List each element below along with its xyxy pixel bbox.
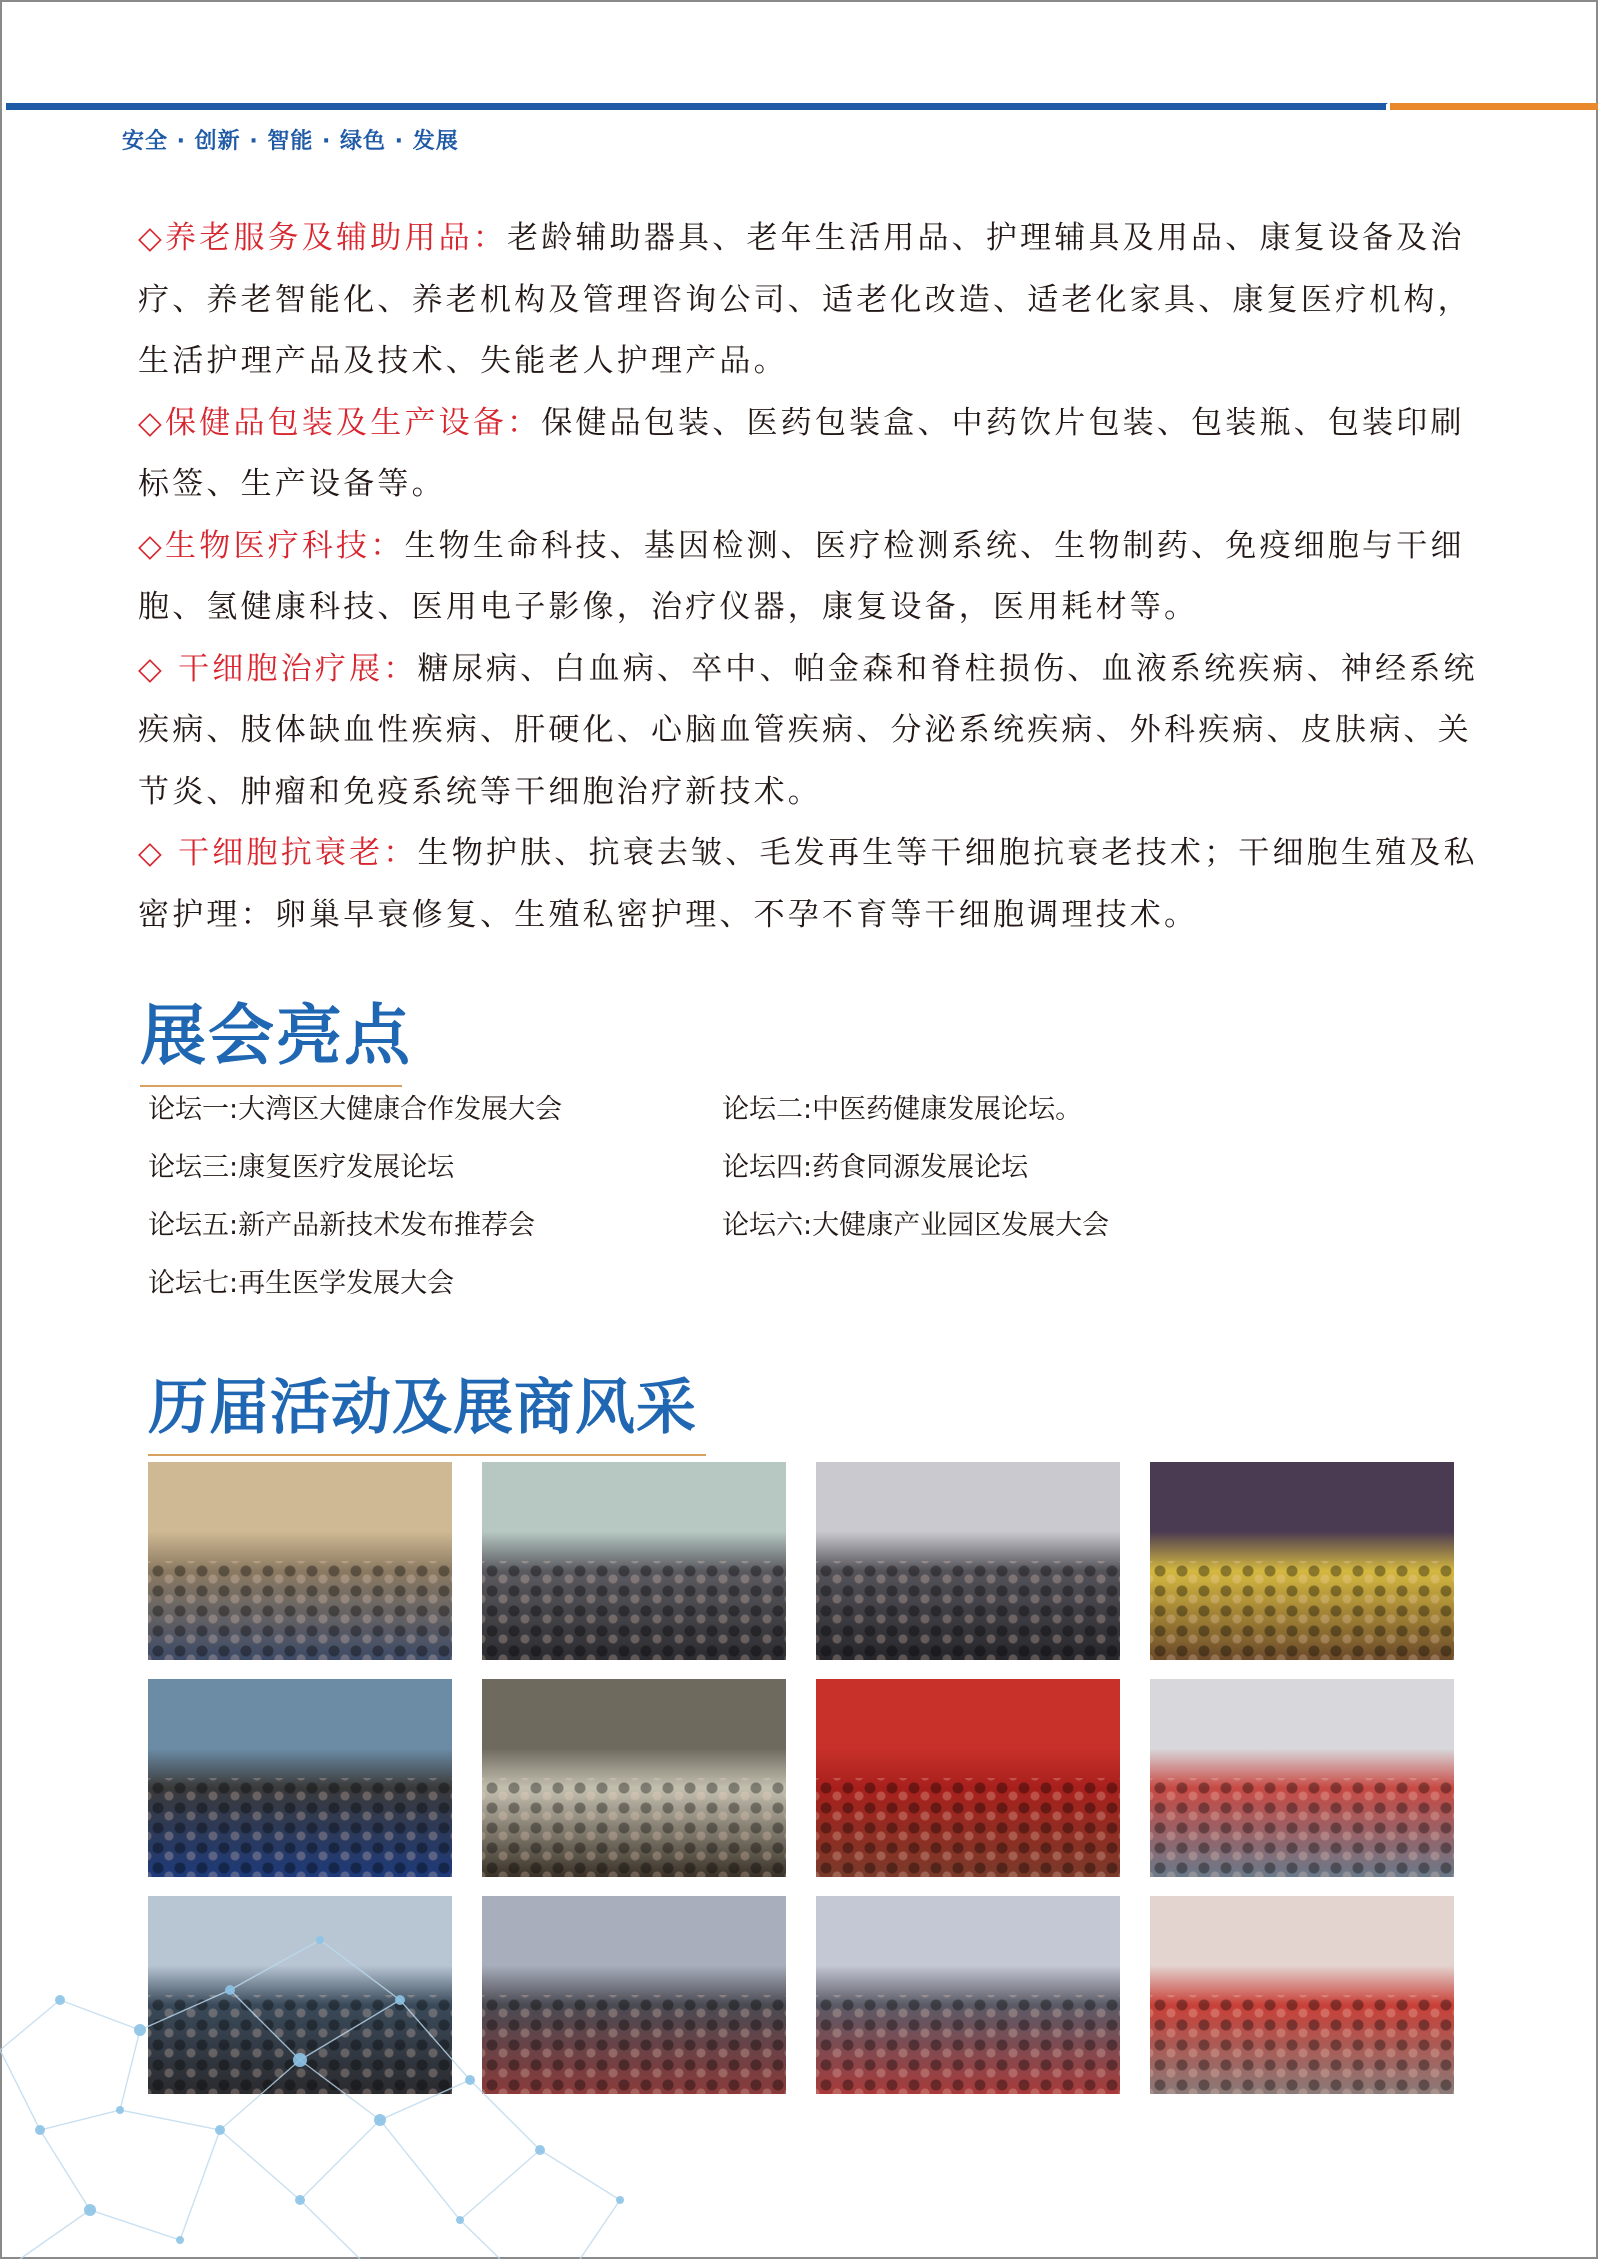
category-text: 生物护肤、抗衰去皱、毛发再生等干细胞抗衰老技术；干细胞生殖及私密护理：卵巢早衰修复、生殖私密护理、不孕不育等干细胞调理技术。 [138,835,1478,933]
service-booth-photo [1150,1896,1454,2094]
category-elderly-care [138,208,1478,393]
category-title: ◇ 干细胞抗衰老： [138,835,418,871]
conference-hall-photo [148,1462,452,1660]
visitors-aisle-photo [816,1896,1120,2094]
photo-texture [816,1995,1120,2094]
group-photo-stage [148,1679,452,1877]
forum-item: 论坛六:大健康产业园区发展大会 [722,1210,1110,1241]
forum-item: 论坛五:新产品新技术发布推荐会 [148,1210,536,1241]
header-bar-orange [1390,103,1598,110]
red-booth-photo [816,1679,1120,1877]
photo-texture [816,1778,1120,1877]
forum-list [148,1090,1348,1303]
gallery-title-text: 历届活动及展商风采 [148,1373,697,1443]
forum-item: 论坛七:再生医学发展大会 [148,1268,455,1299]
category-title: ◇保健品包装及生产设备： [138,404,542,441]
category-text: 保健品包装、医药包装盒、中药饮片包装、包装瓶、包装印刷标签、生产设备等。 [138,404,1465,502]
header-bar-blue [6,103,1386,110]
stage-event-photo [1150,1462,1454,1660]
category-title: ◇生物医疗科技： [138,527,405,564]
category-text: 糖尿病、白血病、卒中、帕金森和脊柱损伤、血液系统疾病、神经系统疾病、肢体缺血性疾病、肝硬化、心脑血管疾病、分泌系统疾病、外科疾病、皮肤病、关节炎、肿瘤和免疫系统等干细胞治疗新技术。 [138,650,1478,810]
round-booth-photo [1150,1679,1454,1877]
category-stem-cell-therapy [138,639,1478,824]
header-bar-notch [1378,103,1388,110]
forum-item: 论坛四:药食同源发展论坛 [722,1152,1029,1183]
forum-item: 论坛三:康复医疗发展论坛 [148,1152,455,1183]
forum-audience-photo [482,1679,786,1877]
forum-item: 论坛一:大湾区大健康合作发展大会 [148,1094,563,1125]
gallery-title [148,1360,697,1446]
highlights-title-underline [140,1085,402,1087]
crowd-entrance-photo [482,1462,786,1660]
category-title: ◇养老服务及辅助用品： [138,220,508,256]
category-packaging [138,393,1478,516]
forum-item: 论坛二:中医药健康发展论坛。 [722,1094,1083,1125]
header-tagline: 安全 · 创新 · 智能 · 绿色 · 发展 [122,129,459,154]
network-decoration [0,1880,760,2259]
highlights-title [140,982,412,1077]
category-title: ◇ 干细胞治疗展： [138,650,418,687]
photo-texture [148,1778,452,1877]
photo-texture [1150,1995,1454,2094]
photo-texture [1150,1561,1454,1660]
photo-texture [148,1561,452,1660]
gallery-title-underline [148,1454,706,1456]
highlights-title-text: 展会亮点 [140,996,412,1074]
category-biomedical [138,516,1478,639]
crowd-hall-photo [816,1462,1120,1660]
photo-texture [816,1561,1120,1660]
photo-texture [1150,1778,1454,1877]
category-text: 老龄辅助器具、老年生活用品、护理辅具及用品、康复设备及治疗、养老智能化、养老机构及管理咨询公司、适老化改造、适老化家具、康复医疗机构，生活护理产品及技术、失能老人护理产品。 [138,220,1472,379]
exhibit-categories [138,208,1478,946]
category-text: 生物生命科技、基因检测、医疗检测系统、生物制药、免疫细胞与干细胞、氢健康科技、医用电子影像，治疗仪器，康复设备，医用耗材等。 [138,527,1465,625]
photo-texture [482,1561,786,1660]
photo-texture [482,1778,786,1877]
category-stem-cell-anti-aging [138,823,1478,946]
